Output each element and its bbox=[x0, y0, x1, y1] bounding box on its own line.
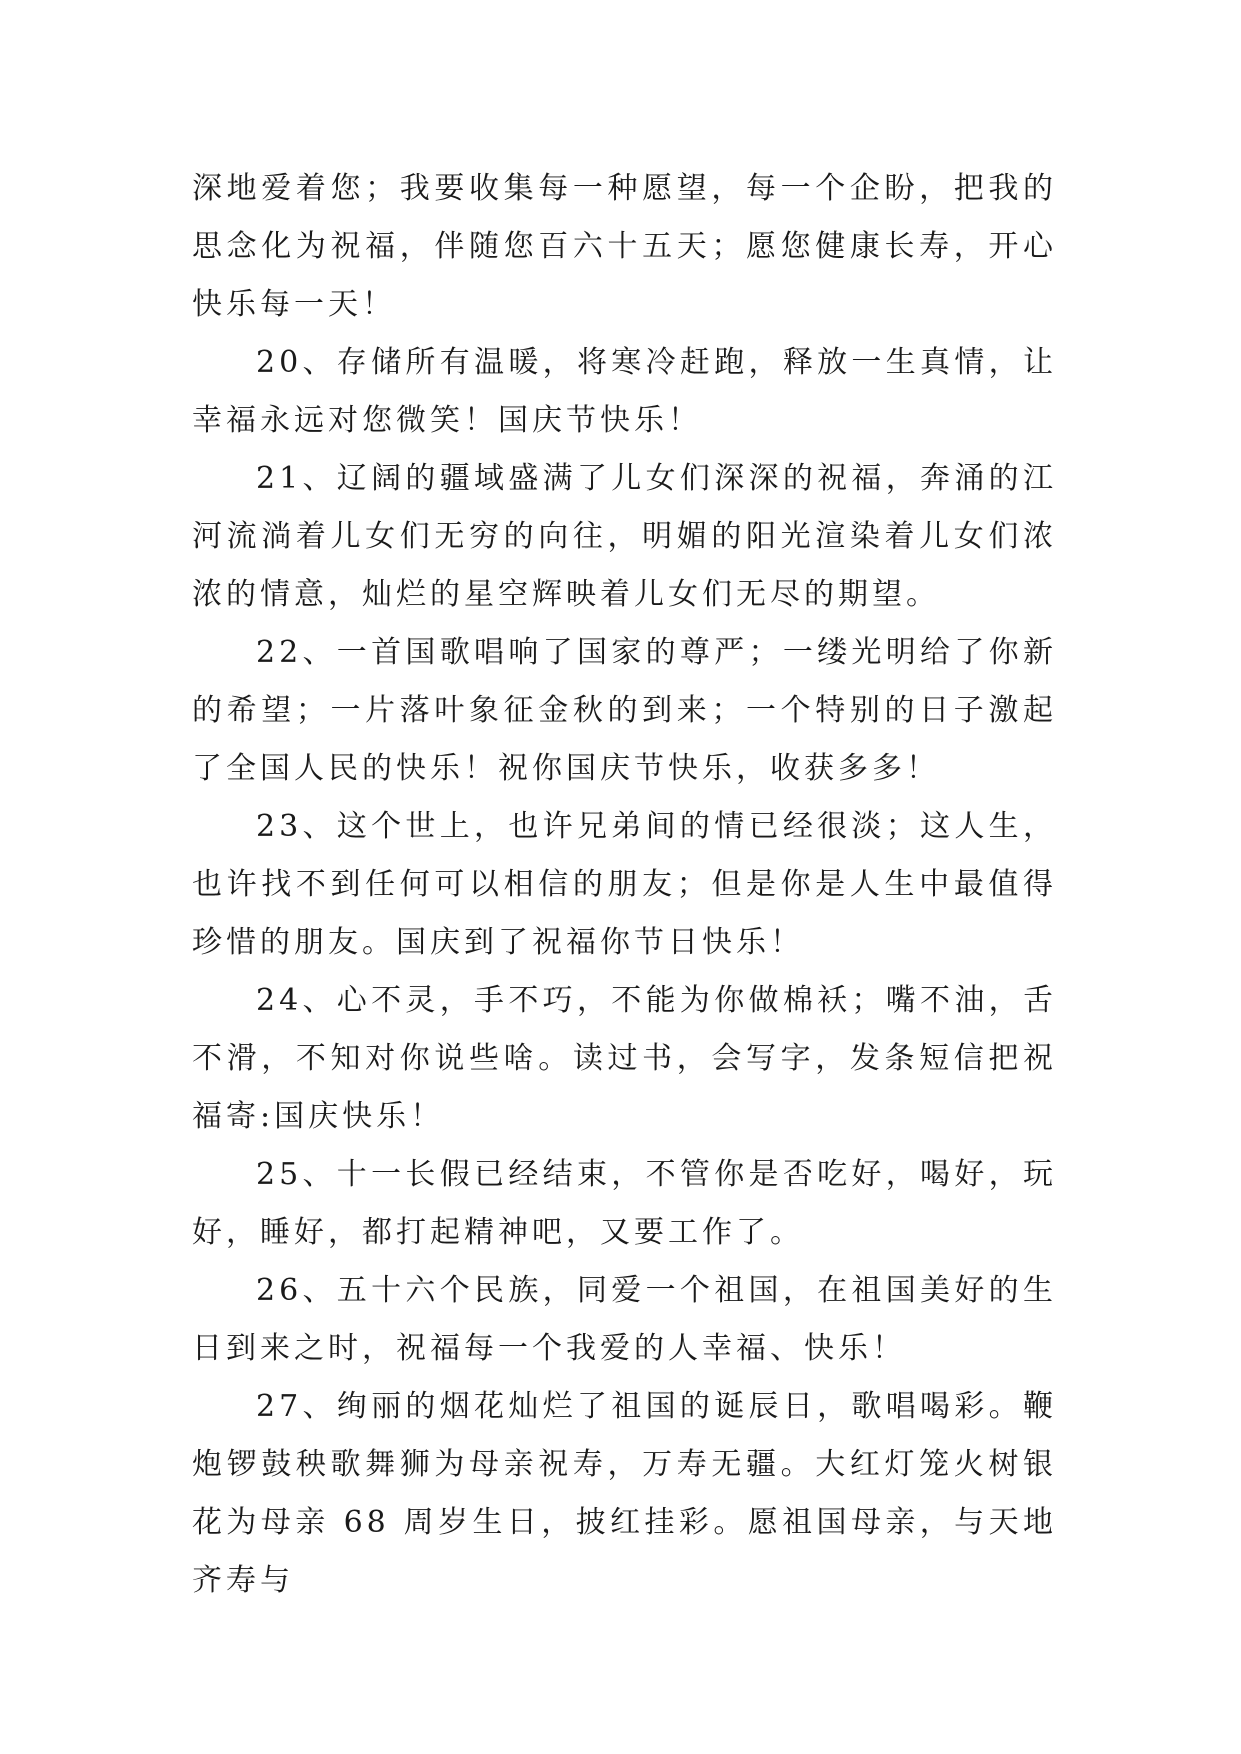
paragraph-21: 21、辽阔的疆域盛满了儿女们深深的祝福，奔涌的江河流淌着儿女们无穷的向往，明媚的阳光渲染着儿女们浓浓的情意，灿烂的星空辉映着儿女们无尽的期望。 bbox=[192, 461, 1057, 612]
paragraph-26: 26、五十六个民族，同爱一个祖国，在祖国美好的生日到来之时，祝福每一个我爱的人幸福、快乐！ bbox=[192, 1273, 1057, 1366]
paragraph-23: 23、这个世上，也许兄弟间的情已经很淡；这人生，也许找不到任何可以相信的朋友；但是你是人生中最值得珍惜的朋友。国庆到了祝福你节日快乐！ bbox=[192, 809, 1057, 960]
paragraph-continuation: 深地爱着您；我要收集每一种愿望，每一个企盼，把我的思念化为祝福，伴随您百六十五天；愿您健康长寿，开心快乐每一天！ bbox=[192, 171, 1057, 322]
paragraph-24: 24、心不灵，手不巧，不能为你做棉袄；嘴不油，舌不滑，不知对你说些啥。读过书，会写字，发条短信把祝福寄:国庆快乐！ bbox=[192, 983, 1057, 1134]
paragraph-20: 20、存储所有温暖，将寒冷赶跑，释放一生真情，让幸福永远对您微笑！国庆节快乐！ bbox=[192, 345, 1057, 438]
document-body bbox=[192, 160, 1057, 1610]
paragraph-22: 22、一首国歌唱响了国家的尊严；一缕光明给了你新的希望；一片落叶象征金秋的到来；一个特别的日子激起了全国人民的快乐！祝你国庆节快乐，收获多多！ bbox=[192, 635, 1057, 786]
paragraph-25: 25、十一长假已经结束，不管你是否吃好，喝好，玩好，睡好，都打起精神吧，又要工作了。 bbox=[192, 1157, 1057, 1250]
paragraph-27: 27、绚丽的烟花灿烂了祖国的诞辰日，歌唱喝彩。鞭炮锣鼓秧歌舞狮为母亲祝寿，万寿无疆。大红灯笼火树银花为母亲 68 周岁生日，披红挂彩。愿祖国母亲，与天地齐寿与 bbox=[192, 1389, 1057, 1598]
